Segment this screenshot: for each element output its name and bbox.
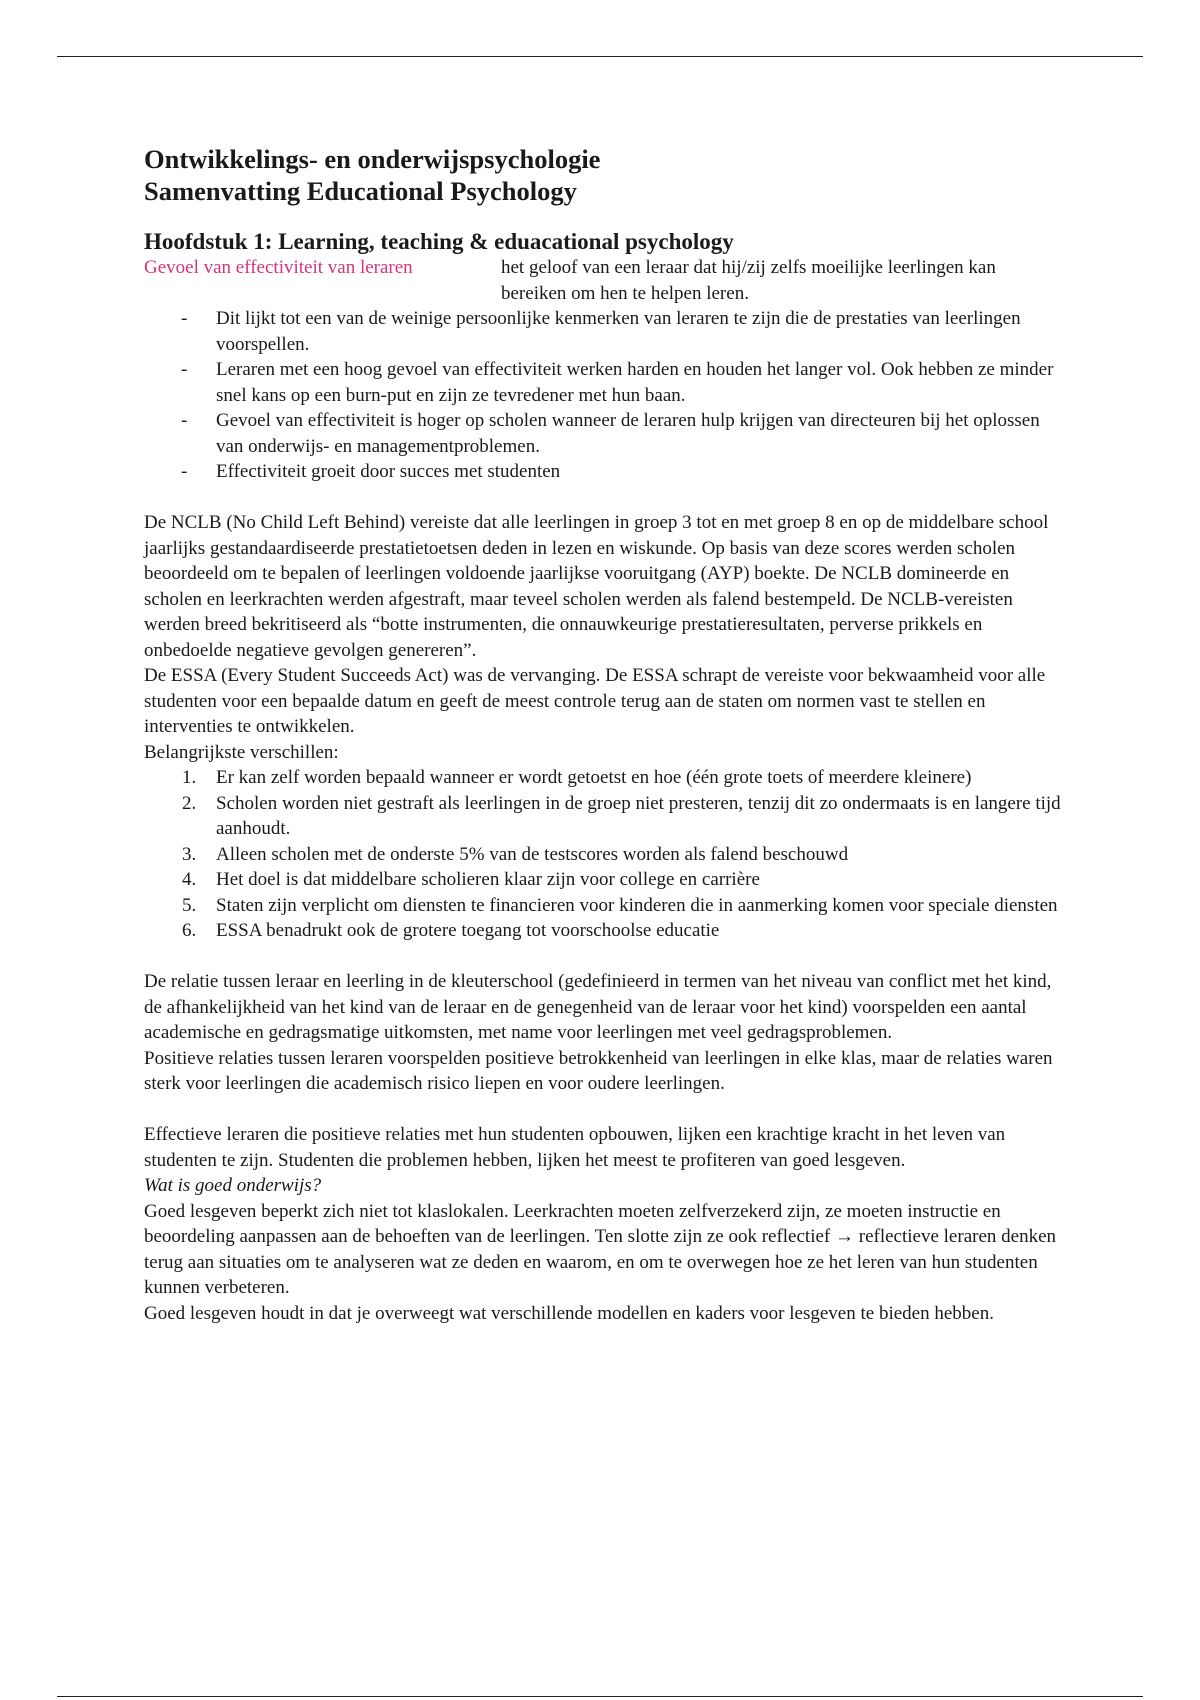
effectiveness-list: [144, 306, 1064, 485]
definition-term: Gevoel van effectiviteit van leraren: [144, 257, 413, 278]
document-page: [144, 143, 1064, 1326]
definition-row: [144, 255, 1064, 306]
title-line-1: Ontwikkelings- en onderwijspsychologie: [144, 144, 601, 174]
document-title: [144, 143, 1064, 207]
good-teaching-heading: Wat is goed onderwijs?: [144, 1175, 322, 1196]
positive-relations-paragraph: Positieve relaties tussen leraren voorspelden positieve betrokkenheid van leerlingen in elke klas, maar de relaties waren sterk voor leerlingen die academisch risico liepen en voor oudere leerlingen.: [144, 1047, 1053, 1094]
list-item: - Effectiviteit groeit door succes met studenten: [144, 459, 1064, 485]
good-teaching-paragraph: Goed lesgeven beperkt zich niet tot klaslokalen. Leerkrachten moeten zelfverzekerd zijn, ze moeten instructie en beoordeling aanpassen aan de behoeften van de leerlingen. Ten slotte zijn ze ook reflectief → reflectieve leraren denken terug aan situaties om te analyseren wat ze deden en waarom, en om te overwegen hoe ze het leren van hun studenten kunnen verbeteren.: [144, 1200, 1056, 1298]
title-line-2: Samenvatting Educational Psychology: [144, 176, 577, 206]
dash-bullet: -: [181, 308, 188, 329]
list-item: - Gevoel van effectiviteit is hoger op scholen wanneer de leraren hulp krijgen van directeuren bij het oplossen van onderwijs- en managementproblemen.: [181, 410, 1040, 457]
differences-list: [144, 765, 1064, 944]
header-rule: [57, 56, 1143, 57]
relation-paragraph: De relatie tussen leraar en leerling in de kleuterschool (gedefinieerd in termen van het niveau van conflict met het kind, de afhankelijkheid van het kind van de leraar en de genegenheid van de leraar voor het kind) voorspelden een aantal academische en gedragsmatige uitkomsten, met name voor leerlingen met veel gedragsproblemen.: [144, 971, 1052, 1043]
list-item: 4. Het doel is dat middelbare scholieren klaar zijn voor college en carrière: [182, 869, 760, 890]
definition-description: het geloof van een leraar dat hij/zij zelfs moeilijke leerlingen kan bereiken om hen te helpen leren.: [501, 257, 996, 304]
list-item: - Leraren met een hoog gevoel van effectiviteit werken harden en houden het langer vol. Ook hebben ze minder snel kans op een burn-put en zijn ze tevredener met hun baan.: [181, 359, 1054, 406]
footer-rule: [57, 1696, 1143, 1697]
list-item: 5. Staten zijn verplicht om diensten te financieren voor kinderen die in aanmerking komen voor speciale diensten: [182, 894, 1058, 916]
list-item: 2. Scholen worden niet gestraft als leerlingen in de groep niet presteren, tenzij dit zo ondermaats is en langere tijd aanhoudt.: [182, 792, 1061, 839]
effective-teachers-paragraph: Effectieve leraren die positieve relaties met hun studenten opbouwen, lijken een krachtige kracht in het leven van studenten te zijn. Studenten die problemen hebben, lijken het meest te profiteren van goed lesgeven.: [144, 1124, 1006, 1171]
nclb-paragraph: De NCLB (No Child Left Behind) vereiste dat alle leerlingen in groep 3 tot en met groep 8 en op de middelbare school jaarlijks gestandaardiseerde prestatietoetsen deden in lezen en wiskunde. Op basis van deze scores werden scholen beoordeeld om te bepalen of leerlingen voldoende jaarlijkse vooruitgang (AYP) boekte. De NCLB domineerde en scholen en leerkrachten werden afgestraft, maar teveel scholen werden als falend bestempeld. De NCLB-vereisten werden breed bekritiseerd als “botte instrumenten, die onnauwkeurige prestatieresultaten, perverse prikkels en onbedoelde negatieve gevolgen genereren”.: [144, 512, 1049, 661]
list-item: 1. Er kan zelf worden bepaald wanneer er wordt getoetst en hoe (één grote toets of meerdere kleinere): [182, 767, 972, 788]
models-paragraph: Goed lesgeven houdt in dat je overweegt wat verschillende modellen en kaders voor lesgeven te bieden hebben.: [144, 1302, 994, 1324]
differences-heading: Belangrijkste verschillen:: [144, 741, 339, 763]
list-item: - Dit lijkt tot een van de weinige persoonlijke kenmerken van leraren te zijn die de prestaties van leerlingen voorspellen.: [181, 308, 1021, 355]
dash-bullet: -: [181, 461, 188, 482]
dash-bullet: -: [181, 410, 188, 431]
essa-paragraph: De ESSA (Every Student Succeeds Act) was de vervanging. De ESSA schrapt de vereiste voor bekwaamheid voor alle studenten voor een bepaalde datum en geeft de meest controle terug aan de staten om normen vast te stellen en interventies te ontwikkelen.: [144, 665, 1046, 737]
list-item: 6. ESSA benadrukt ook de grotere toegang tot voorschoolse educatie: [182, 920, 720, 941]
dash-bullet: -: [181, 359, 188, 380]
list-item: 3. Alleen scholen met de onderste 5% van de testscores worden als falend beschouwd: [182, 843, 849, 865]
chapter-heading: Hoofdstuk 1: Learning, teaching & eduacational psychology: [144, 229, 734, 254]
